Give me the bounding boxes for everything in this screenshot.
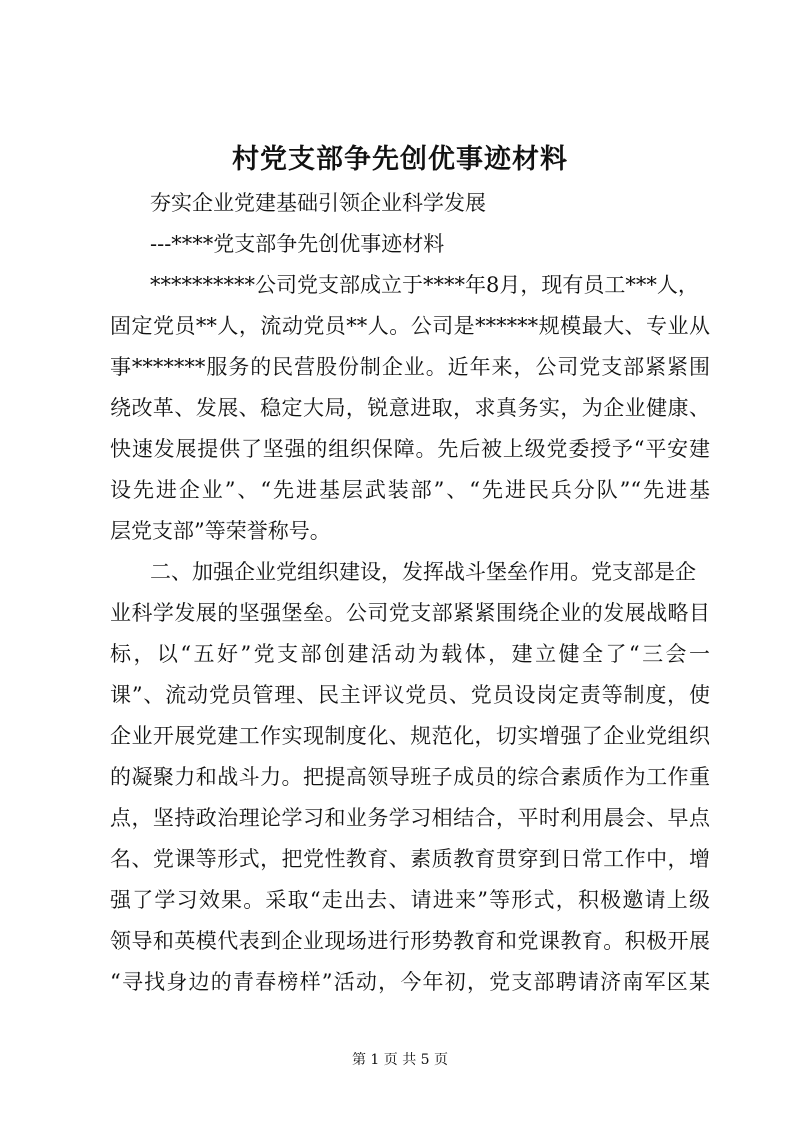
paragraph-2-line-8: 名、党课等形式，把党性教育、素质教育贯穿到日常工作中，增 xyxy=(110,847,710,871)
paragraph-2-line-11: “寻找身边的青春榜样”活动，今年初，党支部聘请济南军区某 xyxy=(110,970,710,994)
paragraph-1-line-2: 固定党员**人，流动党员**人。公司是******规模最大、专业从 xyxy=(110,314,710,338)
paragraph-1-line-1: **********公司党支部成立于****年8月，现有员工***人， xyxy=(150,273,699,297)
paragraph-1-line-5: 快速发展提供了坚强的组织保障。先后被上级党委授予“平安建 xyxy=(110,437,710,461)
paragraph-2-line-9: 强了学习效果。采取“走出去、请进来”等形式，积极邀请上级 xyxy=(110,888,710,912)
paragraph-2-line-2: 业科学发展的坚强堡垒。公司党支部紧紧围绕企业的发展战略目 xyxy=(110,601,710,625)
paragraph-2-line-1: 二、加强企业党组织建设，发挥战斗堡垒作用。党支部是企 xyxy=(150,560,696,584)
paragraph-1-line-3: 事*******服务的民营股份制企业。近年来，公司党支部紧紧围 xyxy=(110,355,710,379)
paragraph-2-line-10: 领导和英模代表到企业现场进行形势教育和党课教育。积极开展 xyxy=(110,929,710,953)
paragraph-2-line-6: 的凝聚力和战斗力。把提高领导班子成员的综合素质作为工作重 xyxy=(110,765,710,789)
paragraph-2-line-5: 企业开展党建工作实现制度化、规范化，切实增强了企业党组织 xyxy=(110,724,710,748)
subtitle-2: ---****党支部争先创优事迹材料 xyxy=(150,232,445,256)
subtitle: 夯实企业党建基础引领企业科学发展 xyxy=(150,191,486,215)
paragraph-1-line-6: 设先进企业”、“先进基层武装部”、“先进民兵分队”“先进基 xyxy=(110,478,710,502)
page-footer: 第 1 页 共 5 页 xyxy=(351,1052,449,1068)
paragraph-1-line-4: 绕改革、发展、稳定大局，锐意进取，求真务实，为企业健康、 xyxy=(110,396,710,420)
paragraph-1-line-7: 层党支部”等荣誉称号。 xyxy=(110,519,331,543)
document-title: 村党支部争先创优事迹材料 xyxy=(232,144,568,175)
paragraph-2-line-7: 点，坚持政治理论学习和业务学习相结合，平时利用晨会、早点 xyxy=(110,806,710,830)
paragraph-2-line-4: 课”、流动党员管理、民主评议党员、党员设岗定责等制度，使 xyxy=(110,683,710,707)
paragraph-2-line-3: 标，以“五好”党支部创建活动为载体，建立健全了“三会一 xyxy=(110,642,710,666)
